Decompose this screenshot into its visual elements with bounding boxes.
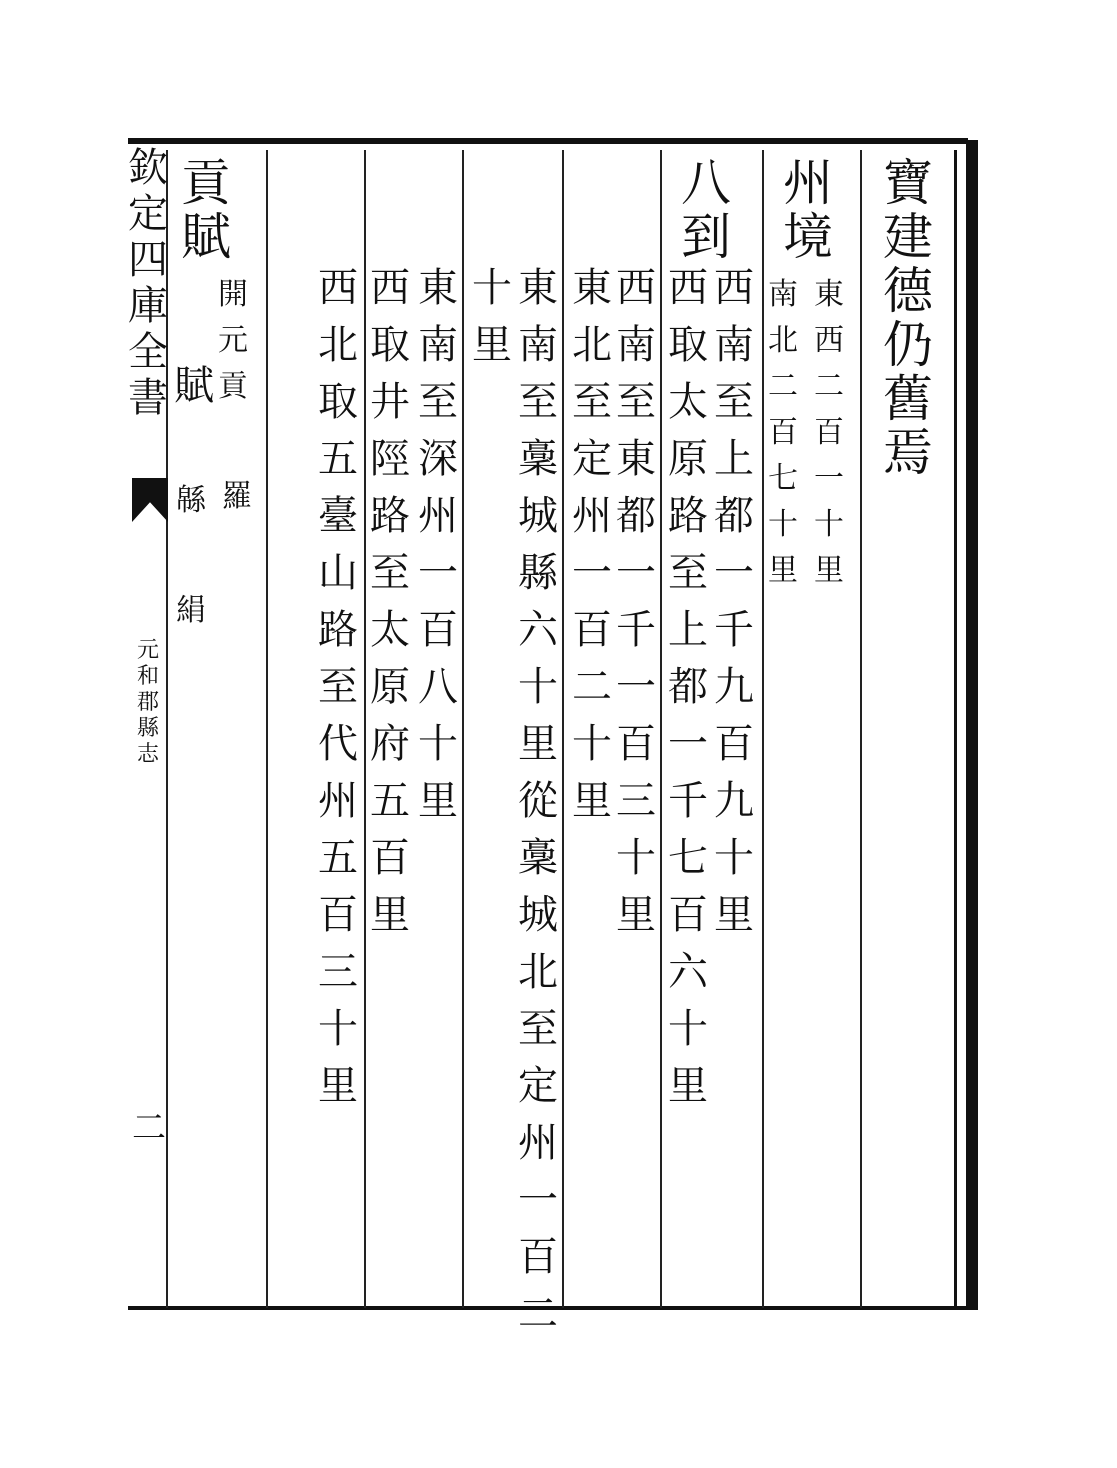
text-column — [666, 265, 710, 1123]
glyph: 縣 — [518, 550, 558, 596]
column-rule — [364, 150, 366, 1308]
glyph: 臺 — [318, 493, 358, 539]
glyph: 和 — [136, 664, 159, 689]
glyph: 西 — [616, 265, 656, 311]
glyph: 都 — [714, 493, 754, 539]
text-column — [172, 363, 216, 423]
glyph: 建 — [883, 208, 933, 266]
glyph: 東 — [418, 265, 458, 311]
glyph: 七 — [768, 461, 798, 496]
text-column — [220, 479, 254, 528]
glyph: 定 — [572, 436, 612, 482]
glyph: 二 — [768, 369, 798, 404]
glyph: 上 — [714, 436, 754, 482]
text-column — [614, 265, 658, 952]
glyph: 六 — [668, 949, 708, 995]
glyph: 里 — [472, 322, 512, 368]
column-rule — [860, 150, 862, 1308]
glyph: 焉 — [883, 424, 933, 482]
glyph: 里 — [370, 892, 410, 938]
glyph: 十 — [518, 664, 558, 710]
glyph: 十 — [768, 507, 798, 542]
glyph: 里 — [668, 1063, 708, 1109]
glyph: 太 — [668, 379, 708, 425]
glyph: 百 — [370, 835, 410, 881]
glyph: 縣 — [136, 716, 159, 741]
glyph: 路 — [668, 493, 708, 539]
glyph: 取 — [318, 379, 358, 425]
glyph: 六 — [518, 607, 558, 653]
glyph: 九 — [714, 778, 754, 824]
text-column — [812, 277, 846, 602]
glyph: 百 — [418, 607, 458, 653]
column-rule — [562, 150, 564, 1308]
glyph: 西 — [370, 265, 410, 311]
glyph: 州 — [518, 1120, 558, 1166]
glyph: 里 — [714, 892, 754, 938]
fish-tail-mark — [132, 478, 168, 522]
column-rule — [762, 150, 764, 1308]
glyph: 州 — [783, 154, 833, 212]
glyph: 寶 — [883, 154, 933, 212]
glyph: 郡 — [136, 690, 159, 715]
glyph: 十 — [572, 721, 612, 767]
glyph: 賦 — [181, 208, 231, 266]
text-column — [570, 265, 614, 838]
glyph: 代 — [318, 721, 358, 767]
glyph: 至 — [518, 379, 558, 425]
glyph: 里 — [814, 553, 844, 588]
glyph: 二 — [518, 1291, 558, 1337]
glyph: 百 — [572, 607, 612, 653]
glyph: 原 — [668, 436, 708, 482]
glyph: 西 — [814, 323, 844, 358]
text-column — [174, 593, 208, 642]
glyph: 一 — [572, 550, 612, 596]
glyph: 三 — [616, 778, 656, 824]
gutter-book-title — [128, 145, 168, 424]
section-heading — [680, 154, 732, 266]
glyph: 府 — [370, 721, 410, 767]
text-column — [216, 277, 250, 418]
glyph: 至 — [572, 379, 612, 425]
glyph: 境 — [783, 208, 833, 266]
glyph: 百 — [714, 721, 754, 767]
glyph: 至 — [668, 550, 708, 596]
glyph: 北 — [572, 322, 612, 368]
glyph: 一 — [714, 550, 754, 596]
glyph: 州 — [318, 778, 358, 824]
glyph: 里 — [616, 892, 656, 938]
glyph: 七 — [668, 835, 708, 881]
glyph: 南 — [518, 322, 558, 368]
glyph: 東 — [814, 277, 844, 312]
glyph: 州 — [572, 493, 612, 539]
glyph: 北 — [518, 949, 558, 995]
glyph: 百 — [616, 721, 656, 767]
glyph: 千 — [616, 607, 656, 653]
glyph: 一 — [814, 461, 844, 496]
glyph: 書 — [128, 375, 168, 421]
glyph: 定 — [128, 191, 168, 237]
glyph: 都 — [616, 493, 656, 539]
glyph: 十 — [668, 1006, 708, 1052]
glyph: 至 — [318, 664, 358, 710]
glyph: 全 — [128, 329, 168, 375]
glyph: 二 — [572, 664, 612, 710]
glyph: 南 — [714, 322, 754, 368]
glyph: 緜 — [176, 483, 206, 518]
glyph: 十 — [472, 265, 512, 311]
glyph: 陘 — [370, 436, 410, 482]
glyph: 南 — [616, 322, 656, 368]
glyph: 四 — [128, 237, 168, 283]
glyph: 里 — [518, 721, 558, 767]
glyph: 東 — [616, 436, 656, 482]
glyph: 里 — [572, 778, 612, 824]
glyph: 八 — [418, 664, 458, 710]
glyph: 從 — [518, 778, 558, 824]
text-column — [516, 265, 560, 1351]
glyph: 德 — [883, 262, 933, 320]
glyph: 五 — [370, 778, 410, 824]
glyph: 東 — [518, 265, 558, 311]
glyph: 西 — [668, 265, 708, 311]
glyph: 貢 — [181, 154, 231, 212]
glyph: 千 — [714, 607, 754, 653]
glyph: 羅 — [222, 479, 252, 514]
glyph: 三 — [318, 949, 358, 995]
glyph: 取 — [668, 322, 708, 368]
glyph: 百 — [668, 892, 708, 938]
glyph: 一 — [668, 721, 708, 767]
glyph: 絹 — [176, 593, 206, 628]
glyph: 五 — [318, 436, 358, 482]
right-thick-border — [966, 140, 978, 1310]
glyph: 太 — [370, 607, 410, 653]
glyph: 南 — [768, 277, 798, 312]
text-column — [882, 154, 934, 482]
glyph: 賦 — [174, 363, 214, 409]
glyph: 西 — [318, 265, 358, 311]
text-column — [766, 277, 800, 602]
glyph: 九 — [714, 664, 754, 710]
glyph: 至 — [418, 379, 458, 425]
glyph: 南 — [418, 322, 458, 368]
glyph: 里 — [768, 553, 798, 588]
glyph: 百 — [318, 892, 358, 938]
glyph: 至 — [370, 550, 410, 596]
glyph: 原 — [370, 664, 410, 710]
glyph: 五 — [318, 835, 358, 881]
glyph: 州 — [418, 493, 458, 539]
top-border-line — [128, 138, 968, 144]
section-heading — [782, 154, 834, 266]
glyph: 北 — [318, 322, 358, 368]
glyph: 到 — [681, 208, 731, 266]
glyph: 稾 — [518, 835, 558, 881]
glyph: 深 — [418, 436, 458, 482]
glyph: 井 — [370, 379, 410, 425]
glyph: 城 — [518, 892, 558, 938]
glyph: 里 — [418, 778, 458, 824]
glyph: 二 — [814, 369, 844, 404]
glyph: 至 — [714, 379, 754, 425]
glyph: 至 — [518, 1006, 558, 1052]
glyph: 定 — [518, 1063, 558, 1109]
glyph: 百 — [518, 1234, 558, 1280]
glyph: 一 — [418, 550, 458, 596]
text-column — [316, 265, 360, 1123]
glyph: 上 — [668, 607, 708, 653]
right-thin-border — [954, 150, 957, 1310]
glyph: 一 — [616, 550, 656, 596]
gutter-work-title — [136, 640, 160, 770]
glyph: 開 — [218, 277, 248, 312]
glyph: 百 — [768, 415, 798, 450]
text-column — [470, 265, 514, 382]
glyph: 一 — [518, 1177, 558, 1223]
gutter-page-number: 二 — [132, 1108, 166, 1148]
glyph: 舊 — [883, 370, 933, 428]
section-heading — [180, 154, 232, 266]
glyph: 稾 — [518, 436, 558, 482]
glyph: 都 — [668, 664, 708, 710]
glyph: 十 — [616, 835, 656, 881]
text-column — [368, 265, 412, 952]
glyph: 千 — [668, 778, 708, 824]
text-column — [712, 265, 756, 952]
glyph: 路 — [370, 493, 410, 539]
text-column — [174, 483, 208, 532]
column-rule — [266, 150, 268, 1308]
glyph: 十 — [418, 721, 458, 767]
glyph: 一 — [616, 664, 656, 710]
glyph: 元 — [218, 323, 248, 358]
glyph: 元 — [136, 638, 159, 663]
glyph: 十 — [814, 507, 844, 542]
glyph: 十 — [318, 1006, 358, 1052]
glyph: 城 — [518, 493, 558, 539]
glyph: 里 — [318, 1063, 358, 1109]
glyph: 仍 — [883, 316, 933, 374]
glyph: 東 — [572, 265, 612, 311]
glyph: 八 — [681, 154, 731, 212]
glyph: 庫 — [128, 283, 168, 329]
glyph: 貢 — [218, 369, 248, 404]
glyph: 百 — [814, 415, 844, 450]
glyph: 十 — [714, 835, 754, 881]
column-rule — [462, 150, 464, 1308]
glyph: 山 — [318, 550, 358, 596]
glyph: 欽 — [128, 145, 168, 191]
column-rule — [660, 150, 662, 1308]
glyph: 至 — [616, 379, 656, 425]
glyph: 志 — [136, 742, 159, 767]
text-column — [416, 265, 460, 838]
glyph: 北 — [768, 323, 798, 358]
glyph: 取 — [370, 322, 410, 368]
glyph: 路 — [318, 607, 358, 653]
glyph: 西 — [714, 265, 754, 311]
